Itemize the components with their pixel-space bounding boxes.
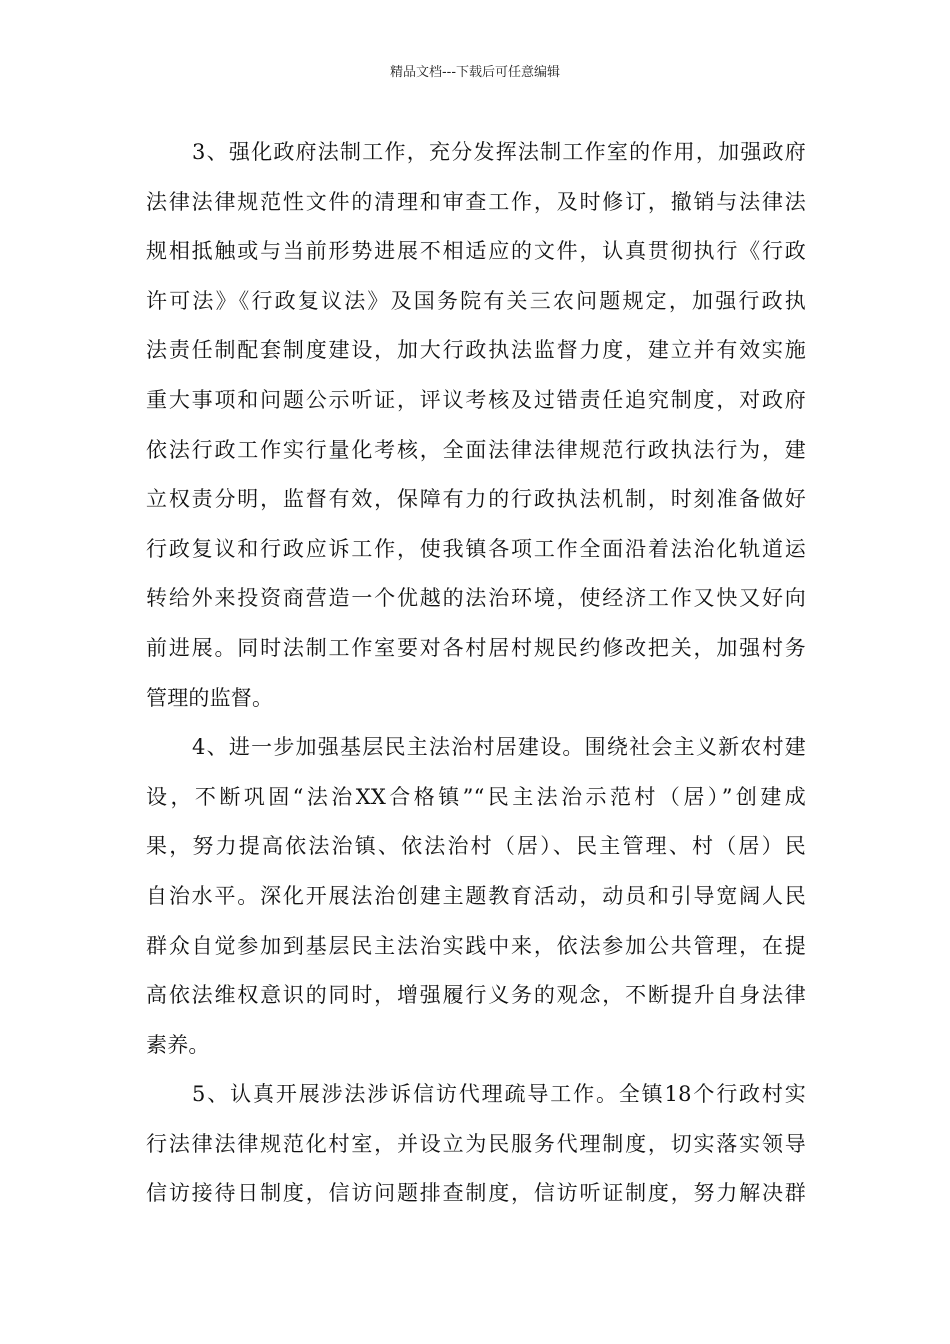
text-line: 果，努力提高依法治镇、依法治村（居）、民主管理、村（居）民 — [146, 834, 806, 859]
page-header: 精品文档---下载后可任意编辑 — [389, 65, 561, 80]
text-line: 4、进一步加强基层民主法治村居建设。围绕社会主义新农村建 — [192, 735, 806, 760]
text-line: 行法律法律规范化村室，并设立为民服务代理制度，切实落实领导 — [146, 1131, 806, 1156]
text-line: 规相抵触或与当前形势进展不相适应的文件，认真贯彻执行《行政 — [146, 239, 806, 264]
text-line: 转给外来投资商营造一个优越的法治环境，使经济工作又快又好向 — [146, 586, 806, 611]
document-body — [146, 128, 806, 1219]
text-line: 依法行政工作实行量化考核，全面法律法律规范行政执法行为，建 — [146, 437, 806, 462]
text-line: 素养。 — [146, 1032, 210, 1057]
paragraph-3 — [146, 128, 806, 723]
paragraph-4 — [146, 723, 806, 1070]
text-line: 5、认真开展涉法涉诉信访代理疏导工作。全镇18个行政村实 — [192, 1082, 806, 1107]
text-line: 高依法维权意识的同时，增强履行义务的观念，不断提升自身法律 — [146, 983, 806, 1008]
paragraph-5 — [146, 1070, 806, 1219]
text-line: 立权责分明，监督有效，保障有力的行政执法机制，时刻准备做好 — [146, 487, 806, 512]
text-line: 3、强化政府法制工作，充分发挥法制工作室的作用，加强政府 — [192, 140, 806, 164]
text-line: 前进展。同时法制工作室要对各村居村规民约修改把关，加强村务 — [146, 635, 806, 660]
text-line: 管理的监督。 — [146, 685, 274, 710]
text-line: 许可法》《行政复议法》及国务院有关三农问题规定，加强行政执 — [146, 288, 806, 313]
text-line: 群众自觉参加到基层民主法治实践中来，依法参加公共管理，在提 — [146, 933, 806, 958]
text-line: 设，不断巩固“法治XX合格镇”“民主法治示范村（居）”创建成 — [146, 784, 806, 809]
text-line: 信访接待日制度，信访问题排查制度，信访听证制度，努力解决群 — [146, 1181, 806, 1206]
text-line: 行政复议和行政应诉工作，使我镇各项工作全面沿着法治化轨道运 — [146, 536, 806, 561]
text-line: 重大事项和问题公示听证，评议考核及过错责任追究制度，对政府 — [146, 387, 806, 412]
text-line: 自治水平。深化开展法治创建主题教育活动，动员和引导宽阔人民 — [146, 883, 806, 908]
text-line: 法律法律规范性文件的清理和审查工作，及时修订，撤销与法律法 — [146, 189, 806, 214]
text-line: 法责任制配套制度建设，加大行政执法监督力度，建立并有效实施 — [146, 338, 806, 363]
